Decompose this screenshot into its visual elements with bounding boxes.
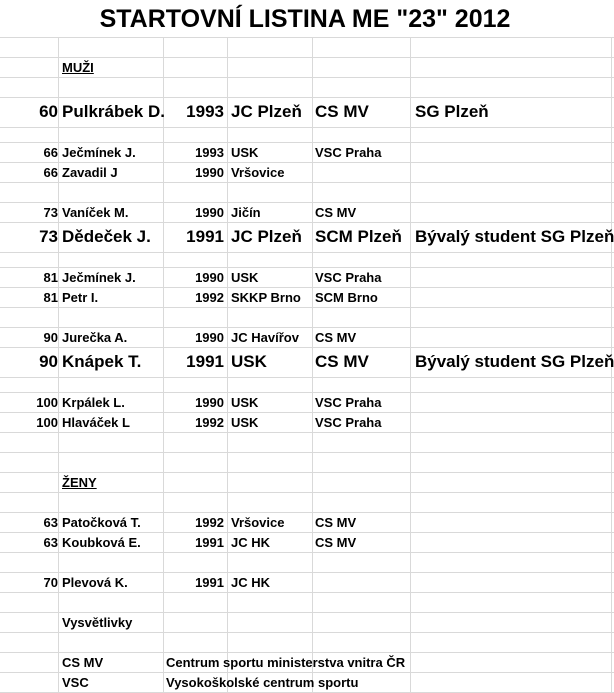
club-cell: Jičín [231, 204, 261, 220]
legend-desc: Vysokoškolské centrum sportu [166, 674, 359, 690]
name-cell: Ječmínek J. [62, 269, 136, 285]
section-legend-row [0, 612, 614, 632]
name-cell: Hlaváček L [62, 414, 130, 430]
section-women-row [0, 472, 614, 492]
weight-cell: 100 [36, 394, 58, 410]
legend-row [0, 672, 614, 692]
weight-cell: 100 [36, 414, 58, 430]
club-cell: Vršovice [231, 514, 285, 530]
name-cell: Ječmínek J. [62, 144, 136, 160]
weight-cell: 70 [43, 574, 58, 590]
grid-hline [0, 307, 614, 308]
club-cell: JC Havířov [231, 329, 299, 345]
table-row [0, 142, 614, 162]
name-cell: Koubková E. [62, 534, 141, 550]
weight-cell: 66 [43, 164, 58, 180]
note-cell: Bývalý student SG Plzeň [415, 352, 614, 371]
center-cell: CS MV [315, 514, 357, 530]
club-cell: USK [231, 352, 267, 371]
table-row [0, 347, 614, 377]
year-cell: 1990 [195, 394, 224, 410]
club-cell: Vršovice [231, 164, 285, 180]
name-cell: Jurečka A. [62, 329, 128, 345]
table-row [0, 327, 614, 347]
center-cell: CS MV [315, 329, 357, 345]
table-row [0, 512, 614, 532]
center-cell: VSC Praha [315, 394, 382, 410]
name-cell: Vaníček M. [62, 204, 129, 220]
club-cell: USK [231, 144, 259, 160]
name-cell: Petr I. [62, 289, 99, 305]
year-cell: 1993 [195, 144, 224, 160]
grid-hline [0, 452, 614, 453]
section-women-label: ŽENY [62, 474, 97, 490]
grid-hline [0, 432, 614, 433]
year-cell: 1990 [195, 204, 224, 220]
weight-cell: 73 [43, 204, 58, 220]
name-cell: Pulkrábek D. [62, 102, 165, 121]
table-row [0, 532, 614, 552]
club-cell: USK [231, 394, 259, 410]
center-cell: VSC Praha [315, 414, 382, 430]
center-cell: CS MV [315, 534, 357, 550]
table-row [0, 222, 614, 252]
weight-cell: 81 [43, 269, 58, 285]
name-cell: Knápek T. [62, 352, 142, 371]
year-cell: 1991 [186, 352, 224, 371]
table-row [0, 572, 614, 592]
grid-hline [0, 182, 614, 183]
year-cell: 1990 [195, 164, 224, 180]
grid-hline [0, 632, 614, 633]
center-cell: CS MV [315, 352, 369, 371]
page-title: STARTOVNÍ LISTINA ME "23" 2012 [99, 5, 511, 33]
grid-hline [0, 377, 614, 378]
legend-row [0, 652, 614, 672]
weight-cell: 66 [43, 144, 58, 160]
name-cell: Patočková T. [62, 514, 141, 530]
table-row [0, 287, 614, 307]
grid-hline [0, 492, 614, 493]
year-cell: 1991 [195, 534, 224, 550]
year-cell: 1991 [195, 574, 224, 590]
center-cell: VSC Praha [315, 144, 382, 160]
year-cell: 1993 [186, 102, 224, 121]
center-cell: VSC Praha [315, 269, 382, 285]
center-cell: SCM Plzeň [315, 227, 402, 246]
year-cell: 1992 [195, 289, 224, 305]
year-cell: 1990 [195, 269, 224, 285]
section-men-label: MUŽI [62, 59, 94, 75]
legend-abbr: VSC [62, 674, 89, 690]
club-cell: USK [231, 269, 259, 285]
table-row [0, 202, 614, 222]
weight-cell: 63 [43, 534, 58, 550]
weight-cell: 90 [39, 352, 58, 371]
table-row [0, 162, 614, 182]
note-cell: Bývalý student SG Plzeň [415, 227, 614, 246]
club-cell: JC HK [231, 534, 271, 550]
weight-cell: 81 [43, 289, 58, 305]
year-cell: 1991 [186, 227, 224, 246]
year-cell: 1990 [195, 329, 224, 345]
legend-desc: Centrum sportu ministerstva vnitra ČR [166, 654, 406, 670]
club-cell: JC Plzeň [231, 227, 302, 246]
name-cell: Plevová K. [62, 574, 128, 590]
legend-abbr: CS MV [62, 654, 104, 670]
center-cell: CS MV [315, 204, 357, 220]
table-row [0, 412, 614, 432]
weight-cell: 73 [39, 227, 58, 246]
club-cell: SKKP Brno [231, 289, 301, 305]
grid-hline [0, 552, 614, 553]
weight-cell: 90 [43, 329, 58, 345]
club-cell: JC HK [231, 574, 271, 590]
grid-hline [0, 37, 614, 38]
table-row [0, 97, 614, 127]
center-cell: SCM Brno [315, 289, 378, 305]
year-cell: 1992 [195, 414, 224, 430]
section-legend-label: Vysvětlivky [62, 614, 133, 630]
grid-hline [0, 252, 614, 253]
name-cell: Zavadil J [62, 164, 118, 180]
weight-cell: 60 [39, 102, 58, 121]
weight-cell: 63 [43, 514, 58, 530]
grid-hline [0, 77, 614, 78]
center-cell: CS MV [315, 102, 369, 121]
name-cell: Krpálek L. [62, 394, 125, 410]
year-cell: 1992 [195, 514, 224, 530]
table-row [0, 392, 614, 412]
table-row [0, 267, 614, 287]
club-cell: USK [231, 414, 259, 430]
section-men-row [0, 57, 614, 77]
note-cell: SG Plzeň [415, 102, 489, 121]
club-cell: JC Plzeň [231, 102, 302, 121]
grid-hline [0, 592, 614, 593]
name-cell: Dědeček J. [62, 227, 151, 246]
grid-hline [0, 127, 614, 128]
